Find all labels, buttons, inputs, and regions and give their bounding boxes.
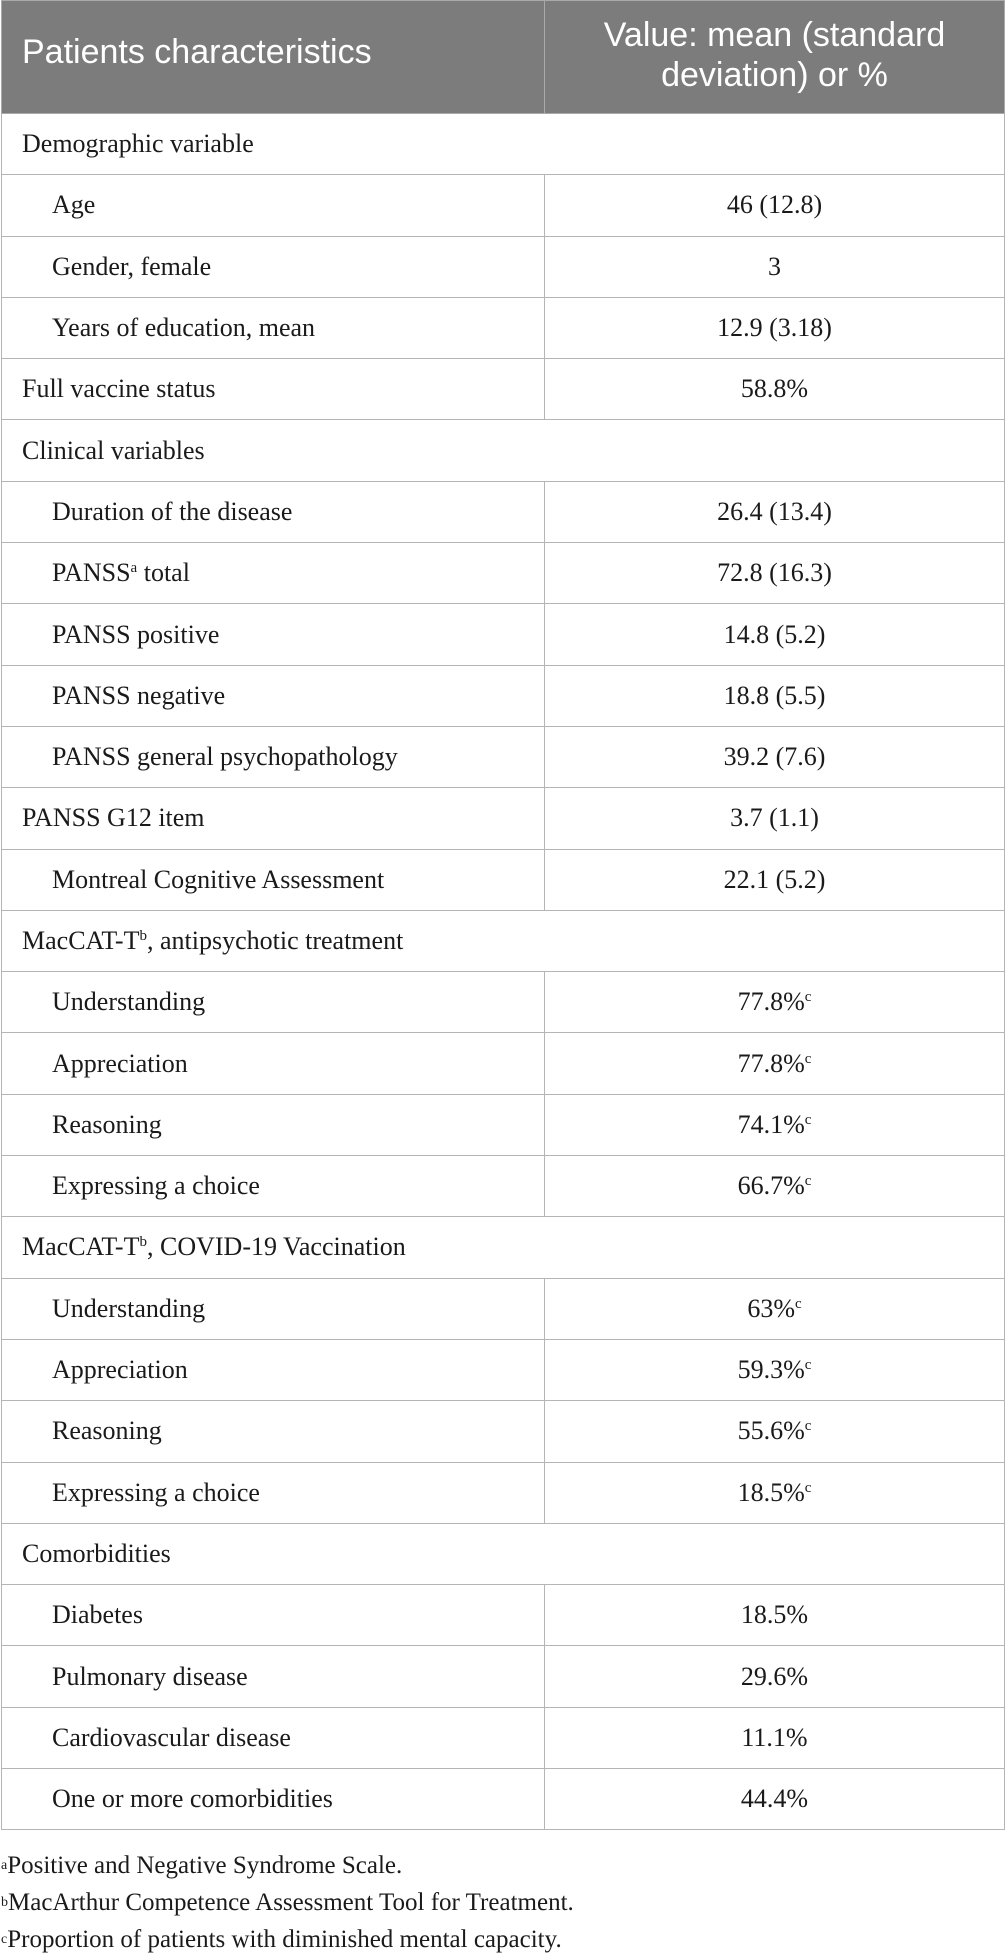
table-row [2, 236, 1005, 297]
row-value [545, 604, 1005, 665]
section-row [2, 1217, 1005, 1278]
row-label-text: Age [52, 190, 96, 220]
row-value [545, 297, 1005, 358]
row-value [545, 1401, 1005, 1462]
row-label [2, 1523, 1005, 1584]
row-value-text: 58.8% [740, 374, 809, 404]
row-value-text: 12.9 (3.18) [717, 313, 832, 343]
row-value [545, 1339, 1005, 1400]
table-row [2, 1278, 1005, 1339]
table-row [2, 1401, 1005, 1462]
row-label-text: Gender, female [52, 251, 212, 281]
footnote-c [1, 1921, 1001, 1958]
footnote-b [1, 1884, 1001, 1921]
footnote-mark: c [1, 1932, 8, 1947]
row-label [2, 1707, 545, 1768]
row-label [2, 543, 545, 604]
row-label-text: Comorbidities [22, 1538, 171, 1568]
table-row [2, 665, 1005, 726]
patient-characteristics-table [1, 0, 1005, 1830]
row-value-text: 59.3% [737, 1355, 805, 1385]
row-label [2, 972, 545, 1033]
row-value-text: 77.8% [737, 1048, 805, 1078]
row-label-text: Expressing a choice [52, 1171, 260, 1201]
row-value [545, 1646, 1005, 1707]
row-label-text: Reasoning [52, 1416, 162, 1446]
row-value-text: 26.4 (13.4) [717, 496, 832, 526]
row-value-text: 44.4% [740, 1784, 809, 1814]
row-label-text: Years of education, mean [52, 313, 316, 343]
row-value [545, 1156, 1005, 1217]
row-label [2, 1401, 545, 1462]
row-label-text: One or more comorbidities [52, 1784, 333, 1814]
row-label-text: Full vaccine status [22, 374, 216, 404]
row-label [2, 1033, 545, 1094]
section-row [2, 1523, 1005, 1584]
row-label-text: PANSS G12 item [22, 803, 205, 833]
table-row [2, 1462, 1005, 1523]
row-value [545, 481, 1005, 542]
table-body [2, 114, 1005, 1830]
row-value [545, 1278, 1005, 1339]
row-label [2, 236, 545, 297]
row-value [545, 972, 1005, 1033]
row-value [545, 1769, 1005, 1830]
row-label [2, 1646, 545, 1707]
row-value-text: 72.8 (16.3) [717, 558, 832, 588]
table-row [2, 1769, 1005, 1830]
table-row [2, 359, 1005, 420]
row-label [2, 481, 545, 542]
row-value-text: 3 [768, 251, 781, 281]
table-row [2, 1646, 1005, 1707]
row-label-text: Pulmonary disease [52, 1661, 248, 1691]
row-value-text: 14.8 (5.2) [723, 619, 826, 649]
table-row [2, 481, 1005, 542]
header-row [2, 1, 1005, 114]
row-value [545, 236, 1005, 297]
row-value [545, 1033, 1005, 1094]
row-label-suffix: total [137, 558, 190, 588]
row-label-text: Appreciation [52, 1048, 188, 1078]
row-label [2, 604, 545, 665]
row-value-text: 18.5% [737, 1477, 805, 1507]
row-label [2, 1094, 545, 1155]
row-label-text: Understanding [52, 1293, 206, 1323]
row-label [2, 1217, 1005, 1278]
header-value: Value: mean (standard deviation) or % [545, 1, 1005, 114]
section-row [2, 114, 1005, 175]
footnote-marker: a [130, 560, 138, 577]
row-value-text: 3.7 (1.1) [730, 803, 819, 833]
row-value-text: 18.5% [740, 1600, 809, 1630]
row-label-text: Cardiovascular disease [52, 1722, 291, 1752]
footnote-marker: c [804, 1357, 812, 1374]
row-label-text: PANSS [52, 558, 131, 588]
table-row [2, 849, 1005, 910]
footnote-marker: c [804, 1050, 812, 1067]
row-label-text: Clinical variables [22, 435, 205, 465]
row-label [2, 1339, 545, 1400]
row-value [545, 849, 1005, 910]
footnote-mark: b [1, 1895, 8, 1910]
row-value-text: 39.2 (7.6) [723, 742, 826, 772]
footnote-mark: a [1, 1858, 8, 1873]
footnote-text: Proportion of patients with diminished mental capacity. [7, 1926, 562, 1953]
row-value-text: 22.1 (5.2) [723, 864, 826, 894]
row-label-text: MacCAT-T [22, 1232, 140, 1262]
table-row [2, 297, 1005, 358]
row-label-text: Montreal Cognitive Assessment [52, 864, 385, 894]
row-label-text: PANSS positive [52, 619, 220, 649]
row-label [2, 665, 545, 726]
row-label-text: MacCAT-T [22, 926, 140, 955]
row-label-text: Demographic variable [22, 129, 254, 159]
row-label [2, 1769, 545, 1830]
row-value [545, 543, 1005, 604]
row-label-text: Diabetes [52, 1600, 143, 1630]
row-label [2, 1462, 545, 1523]
table-header [2, 1, 1005, 114]
row-value [545, 359, 1005, 420]
table-row [2, 1339, 1005, 1400]
section-row [2, 910, 1005, 971]
table-row [2, 788, 1005, 849]
row-value [545, 726, 1005, 787]
footnote-marker: c [795, 1295, 802, 1312]
footnote-marker: c [804, 1418, 812, 1435]
row-value [545, 665, 1005, 726]
row-label-text: Appreciation [52, 1355, 188, 1385]
footnote-marker: b [139, 1234, 147, 1251]
table-row [2, 1033, 1005, 1094]
row-label [2, 1156, 545, 1217]
table-row [2, 1094, 1005, 1155]
footnote-marker: c [804, 1173, 812, 1190]
row-label-suffix: , antipsychotic treatment [146, 926, 404, 955]
row-label [2, 175, 545, 236]
footnote-a [1, 1847, 1001, 1884]
row-value-text: 55.6% [737, 1416, 805, 1446]
table-row [2, 543, 1005, 604]
row-label [2, 114, 1005, 175]
table-footnotes [1, 1847, 1001, 1958]
row-value [545, 175, 1005, 236]
row-value [545, 1094, 1005, 1155]
row-label [2, 726, 545, 787]
row-value-text: 66.7% [737, 1171, 805, 1201]
footnote-marker: c [804, 989, 812, 1006]
footnote-marker: b [139, 928, 147, 944]
table-row [2, 604, 1005, 665]
row-value-text: 46 (12.8) [726, 190, 823, 220]
row-label [2, 1585, 545, 1646]
footnote-marker: c [804, 1479, 812, 1496]
row-value-text: 11.1% [741, 1722, 808, 1752]
row-label-text: Duration of the disease [52, 496, 293, 526]
table-row [2, 972, 1005, 1033]
footnote-text: Positive and Negative Syndrome Scale. [7, 1852, 403, 1879]
row-value [545, 788, 1005, 849]
row-value-text: 18.8 (5.5) [723, 680, 826, 710]
table-row [2, 1707, 1005, 1768]
table-row [2, 726, 1005, 787]
row-value-text: 77.8% [737, 987, 805, 1017]
row-value-text: 74.1% [737, 1109, 805, 1139]
footnote-marker: c [804, 1111, 812, 1128]
table-row [2, 1156, 1005, 1217]
row-label [2, 359, 545, 420]
section-row [2, 420, 1005, 481]
row-label-text: Expressing a choice [52, 1477, 260, 1507]
row-label [2, 849, 545, 910]
table-row [2, 175, 1005, 236]
row-label [2, 1278, 545, 1339]
row-label-text: Reasoning [52, 1109, 162, 1139]
row-value [545, 1585, 1005, 1646]
row-label-suffix: , COVID-19 Vaccination [146, 1232, 406, 1262]
row-value-text: 29.6% [740, 1661, 809, 1691]
row-label-text: PANSS negative [52, 680, 226, 710]
table-row [2, 1585, 1005, 1646]
row-value-text: 63% [747, 1293, 795, 1323]
row-label [2, 420, 1005, 481]
row-label [2, 788, 545, 849]
row-label [2, 910, 1005, 971]
row-value [545, 1462, 1005, 1523]
row-label [2, 297, 545, 358]
row-label-text: PANSS general psychopathology [52, 742, 398, 772]
row-label-text: Understanding [52, 987, 206, 1017]
footnote-text: MacArthur Competence Assessment Tool for Treatment. [8, 1889, 574, 1916]
row-value [545, 1707, 1005, 1768]
header-patients-characteristics: Patients characteristics [2, 1, 545, 114]
